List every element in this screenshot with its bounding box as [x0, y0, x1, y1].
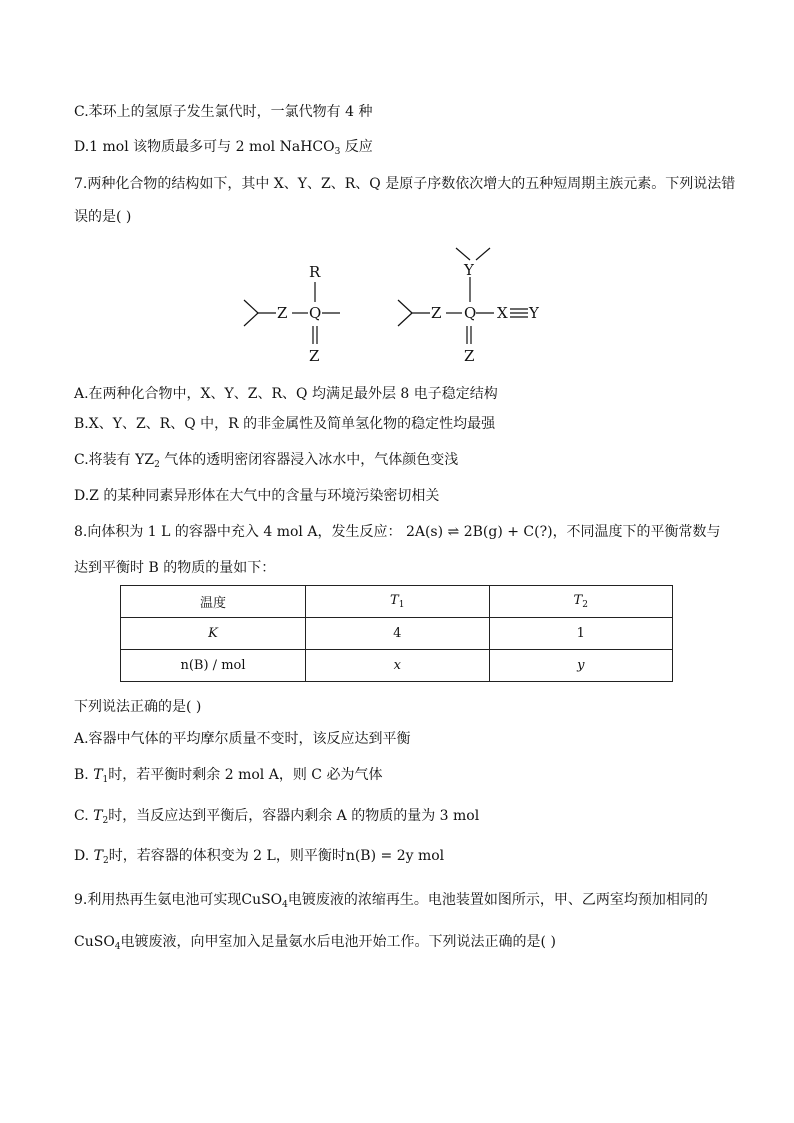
row-k-t1: 4	[306, 618, 490, 650]
q7-option-c	[74, 450, 458, 475]
header-temperature: 温度	[121, 586, 306, 618]
q8-b-sub: 1	[102, 775, 109, 785]
q9-stem2-chem: CuSO	[74, 934, 115, 950]
q9-stem1-chem: CuSO	[241, 892, 283, 908]
q7-stem-line2: 误的是( )	[74, 209, 132, 225]
q8-equilibrium-table	[120, 585, 673, 682]
q8-option-d	[74, 846, 444, 871]
q8-reaction-equation: 2A(s) ⇌ 2B(g) + C(?)	[405, 524, 553, 540]
q8-d-mid: 时，若容器的体积变为 2 L，则平衡时	[108, 848, 346, 864]
q9-stem-line1	[74, 890, 708, 915]
q9-stem2-post: 电镀废液，向甲室加入足量氨水后电池开始工作。下列说法正确的是( )	[120, 934, 556, 950]
q7-option-d: D.Z 的某种同素异形体在大气中的含量与环境污染密切相关	[74, 488, 440, 504]
q9-stem2-sub: 4	[114, 942, 121, 952]
q8-c-pre: C.	[74, 808, 94, 824]
q8-stem-pre: 8.向体积为 1 L 的容器中充入	[74, 524, 259, 540]
q7-stem-line1: 7.两种化合物的结构如下，其中 X、Y、Z、R、Q 是原子序数依次增大的五种短周期主族元素。下列说法错	[74, 176, 736, 192]
q7-option-b: B.X、Y、Z、R、Q 中，R 的非金属性及简单氢化物的稳定性均最强	[74, 416, 496, 432]
q9-stem-line2	[74, 932, 556, 957]
q7-structures-figure	[236, 240, 556, 370]
struct1-z-left: Z	[277, 304, 288, 322]
table-row	[121, 650, 673, 682]
row-k-t2: 1	[489, 618, 673, 650]
q7-c-pre: C.将装有 YZ	[74, 452, 155, 468]
table-row	[121, 618, 673, 650]
q7-c-sub: 2	[154, 460, 160, 470]
q8-stem-mid: ，发生反应：	[317, 524, 402, 540]
q8-stem-amount: 4 mol A	[263, 524, 318, 540]
row-k-label: K	[121, 618, 306, 650]
q9-stem1-post: 电镀废液的浓缩再生。电池装置如图所示，甲、乙两室均预加相同的	[287, 892, 708, 908]
q8-b-pre: B.	[74, 767, 94, 783]
struct2-x: X	[497, 304, 508, 322]
q8-c-post: 时，当反应达到平衡后，容器内剩余 A 的物质的量为 3 mol	[108, 808, 480, 824]
row-nb-label: n(B) / mol	[121, 650, 306, 682]
struct2-z-bottom: Z	[464, 347, 475, 365]
q8-option-b	[74, 765, 382, 790]
row-nb-t1: x	[306, 650, 490, 682]
q8-c-t: T	[93, 808, 103, 824]
q8-b-t: T	[93, 767, 103, 783]
q7-option-a: A.在两种化合物中，X、Y、Z、R、Q 均满足最外层 8 电子稳定结构	[74, 386, 498, 402]
struct1-r: R	[309, 263, 321, 281]
q8-ask: 下列说法正确的是( )	[74, 699, 202, 715]
structure-1	[244, 282, 340, 344]
q7-c-post: 气体的透明密闭容器浸入冰水中，气体颜色变浅	[159, 452, 459, 468]
struct2-y-top: Y	[464, 261, 474, 279]
structure-2	[398, 248, 528, 344]
q8-stem-line2: 达到平衡时 B 的物质的量如下：	[74, 560, 276, 576]
q8-stem-post: ，不同温度下的平衡常数与	[552, 524, 721, 540]
q8-stem-line1	[74, 522, 721, 542]
q8-b-post: 时，若平衡时剩余 2 mol A，则 C 必为气体	[108, 767, 383, 783]
q8-option-c	[74, 806, 479, 831]
q6-option-c: C.苯环上的氢原子发生氯代时，一氯代物有 4 种	[74, 104, 373, 120]
header-t1: $T_1$	[306, 586, 490, 618]
struct1-q: Q	[309, 304, 322, 322]
q8-option-a: A.容器中气体的平均摩尔质量不变时，该反应达到平衡	[74, 731, 411, 747]
q9-stem1-sub: 4	[282, 900, 288, 910]
table-header-row	[121, 586, 673, 618]
q8-d-pre: D.	[74, 848, 94, 864]
struct1-z-bottom: Z	[309, 347, 320, 365]
q8-d-sub: 2	[102, 856, 109, 866]
q6-d-pre: D.1 mol 该物质最多可与 2 mol NaHCO	[74, 139, 335, 155]
row-nb-t2: y	[489, 650, 673, 682]
q6-option-d	[74, 137, 373, 162]
q6-d-sub: 3	[334, 147, 341, 157]
q6-d-post: 反应	[340, 139, 373, 155]
q9-stem1-pre: 9.利用热再生氨电池可实现	[74, 892, 242, 908]
struct2-y-right: Y	[529, 304, 539, 322]
header-t2: $T_2$	[489, 586, 673, 618]
q8-c-sub: 2	[102, 816, 109, 826]
struct2-z-left: Z	[431, 304, 442, 322]
q8-d-equation: n(B) = 2y mol	[345, 848, 445, 864]
struct2-q: Q	[464, 304, 477, 322]
q8-d-t: T	[93, 848, 103, 864]
